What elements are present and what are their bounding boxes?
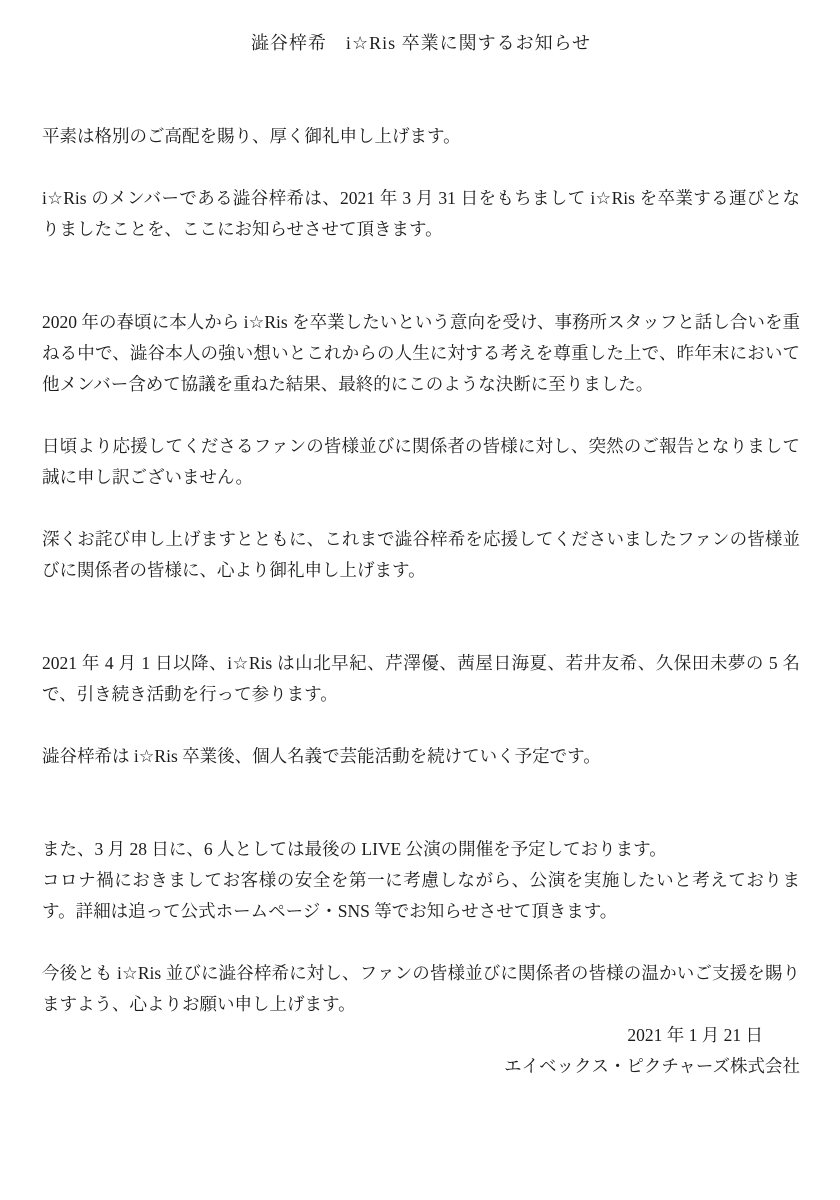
gratitude-paragraph: 深くお詫び申し上げますとともに、これまで澁谷梓希を応援してくださいましたファンの皆様並びに関係者の皆様に、心より御礼申し上げます。 [42,529,800,580]
closing-request-paragraph: 今後とも i☆Ris 並びに澁谷梓希に対し、ファンの皆様並びに関係者の皆様の温かいご支援を賜りますよう、心よりお願い申し上げます。 [42,963,800,1014]
background-explanation-paragraph: 2020 年の春頃に本人から i☆Ris を卒業したいという意向を受け、事務所スタッフと話し合いを重ねる中で、澁谷本人の強い想いとこれからの人生に対する考えを尊重した上で、昨年末において他メンバー含めて協議を重ねた結果、最終的にこのような決断に至りました。 [42,312,800,394]
announcement-date: 2021 年 1 月 21 日 [627,1025,763,1045]
covid-notice-paragraph: コロナ禍におきましてお客様の安全を第一に考慮しながら、公演を実施したいと考えております。詳細は追って公式ホームページ・SNS 等でお知らせさせて頂きます。 [42,870,800,921]
apology-paragraph: 日頃より応援してくださるファンの皆様並びに関係者の皆様に対し、突然のご報告となりまして誠に申し訳ございません。 [42,436,800,487]
document-title: 澁谷梓希 i☆Ris 卒業に関するお知らせ [250,33,592,53]
final-live-paragraph: また、3 月 28 日に、6 人としては最後の LIVE 公演の開催を予定しております。 [42,839,667,859]
company-name: エイベックス・ピクチャーズ株式会社 [504,1056,800,1076]
graduation-announcement-paragraph: i☆Ris のメンバーである澁谷梓希は、2021 年 3 月 31 日をもちまして i☆Ris を卒業する運びとなりましたことを、ここにお知らせさせて頂きます。 [42,188,800,239]
solo-activity-paragraph: 澁谷梓希は i☆Ris 卒業後、個人名義で芸能活動を続けていく予定です。 [42,746,601,766]
greeting-paragraph: 平素は格別のご高配を賜り、厚く御礼申し上げます。 [42,126,461,146]
future-lineup-paragraph: 2021 年 4 月 1 日以降、i☆Ris は山北早紀、芹澤優、茜屋日海夏、若井友希、久保田未夢の 5 名で、引き続き活動を行って参ります。 [42,653,800,704]
